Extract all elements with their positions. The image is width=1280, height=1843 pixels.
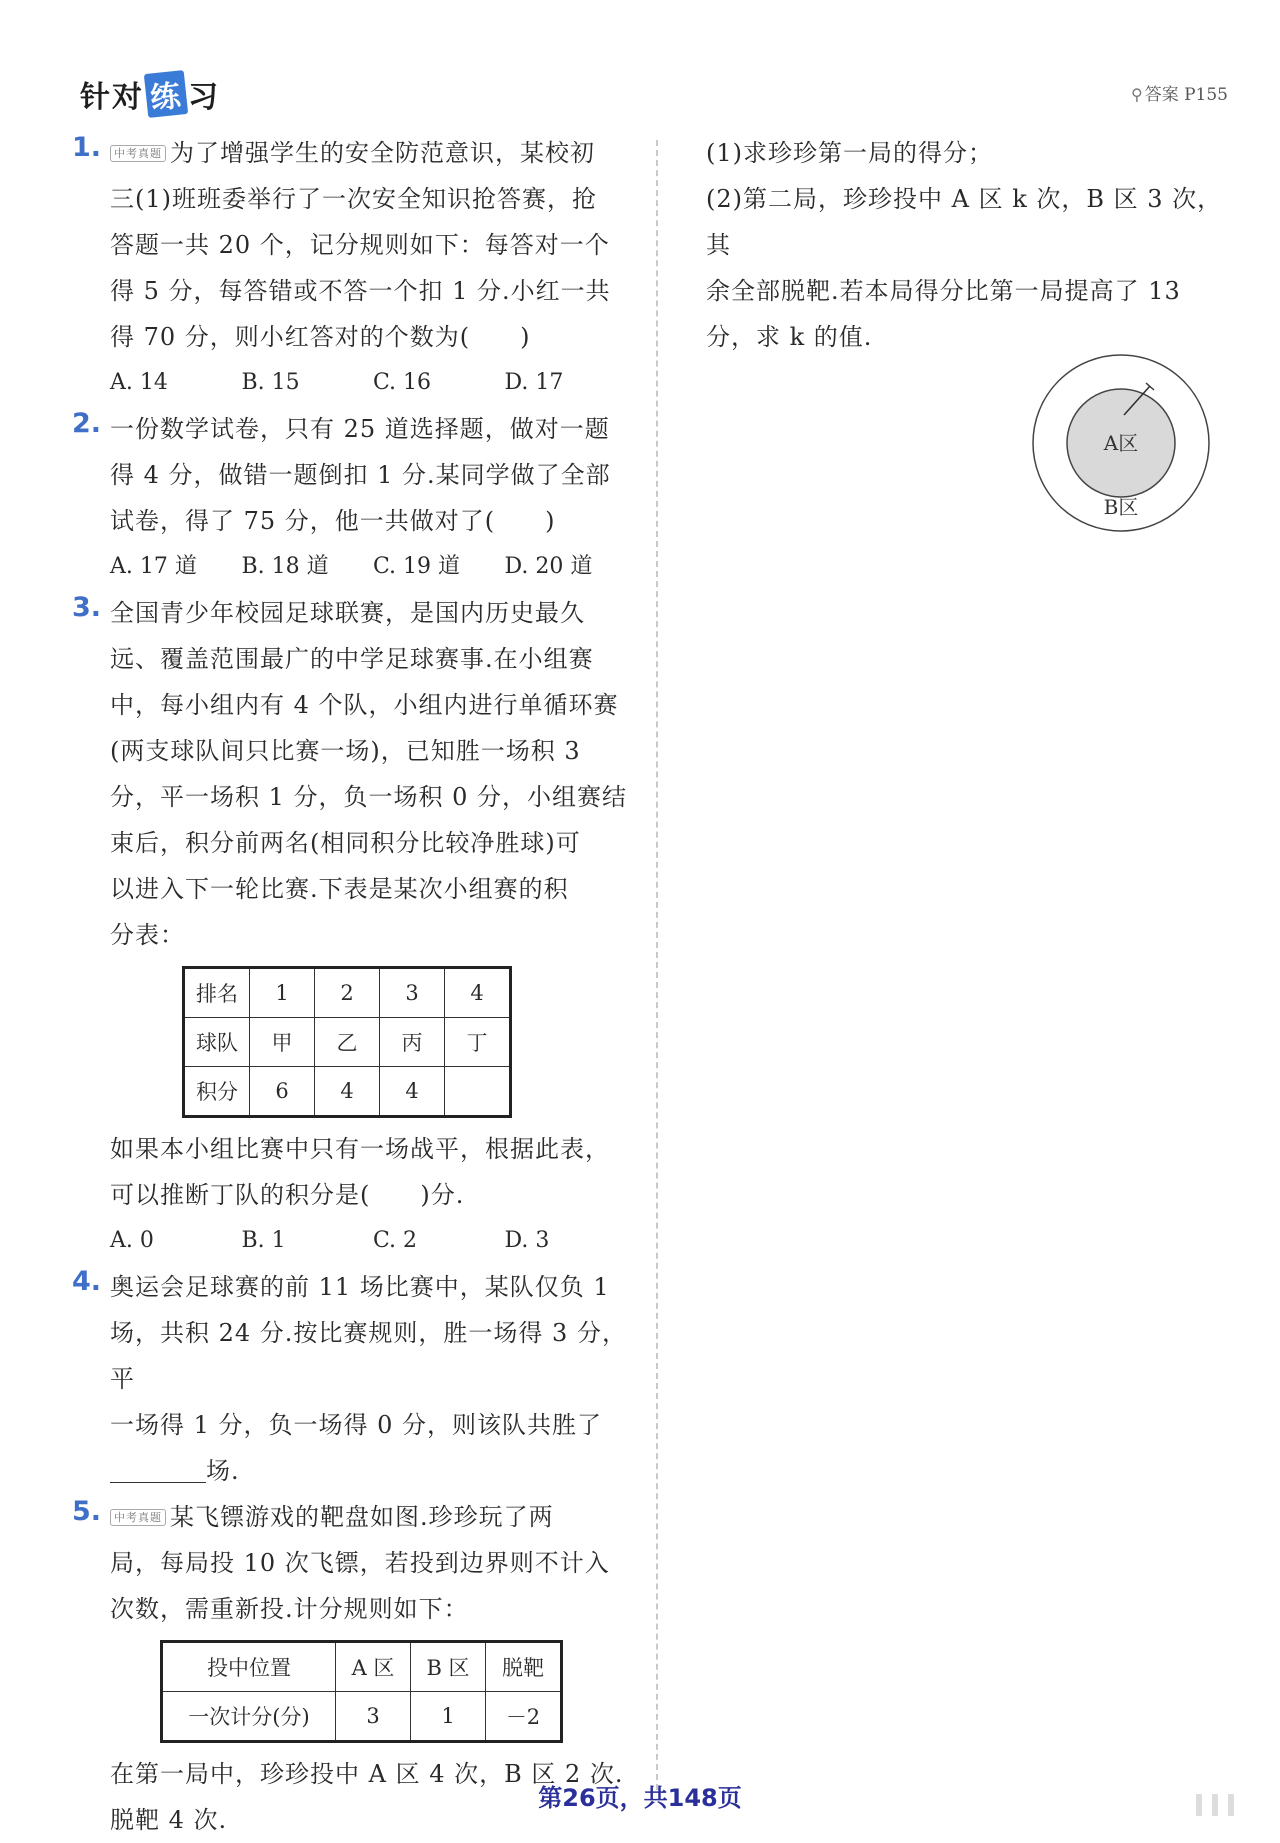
section-title-highlight: 练 [144, 70, 188, 118]
question-number: 5. [72, 1496, 102, 1527]
question-line: 中考真题 为了增强学生的安全防范意识，某校初 [76, 130, 636, 176]
question-line: 次数，需重新投.计分规则如下： [110, 1595, 469, 1623]
question-line: 奥运会足球赛的前 11 场比赛中，某队仅负 1 [110, 1273, 610, 1301]
table-cell: 3 [336, 1692, 411, 1742]
question-line: 在第一局中，珍珍投中 A 区 4 次，B 区 2 次. [110, 1760, 624, 1788]
exam-tag: 中考真题 [110, 145, 166, 162]
section-title-part1: 针对 [80, 80, 144, 115]
bar [1212, 1794, 1218, 1816]
question-1 [72, 130, 636, 406]
answer-reference-text: 答案 P155 [1144, 85, 1228, 105]
table-header-cell: 投中位置 [162, 1642, 336, 1692]
table-cell: 4 [315, 1067, 380, 1117]
question-line: 全国青少年校园足球联赛，是国内历史最久 [110, 599, 585, 627]
section-title-part2: 习 [188, 80, 220, 115]
question-line: 如果本小组比赛中只有一场战平，根据此表， [110, 1135, 610, 1163]
choice-a[interactable]: A. 0 [110, 1228, 154, 1253]
answer-blank[interactable] [110, 1452, 206, 1483]
question-line: (1)求珍珍第一局的得分； [706, 139, 993, 167]
table-row [162, 1692, 562, 1742]
question-line: 答题一共 20 个，记分规则如下：每答对一个 [110, 231, 610, 259]
answer-reference [1131, 80, 1228, 105]
table-cell: 丙 [380, 1018, 445, 1067]
choice-d[interactable]: D. 17 [504, 370, 564, 395]
question-line: 分，平一场积 1 分，负一场积 0 分，小组赛结 [110, 783, 628, 811]
question-line: 分表： [110, 921, 185, 949]
choice-d[interactable]: D. 20 道 [504, 554, 593, 579]
table-cell: 4 [380, 1067, 445, 1117]
question-line: 脱靶 4 次. [110, 1806, 228, 1834]
question-line: (2)第二局，珍珍投中 A 区 k 次，B 区 3 次，其 [706, 185, 1223, 259]
question-line: 束后，积分前两名(相同积分比较净胜球)可 [110, 829, 581, 857]
scroll-indicator [1196, 1794, 1234, 1816]
left-column [72, 130, 636, 1843]
question-line: 场. [76, 1448, 636, 1494]
question-line: 试卷，得了 75 分，他一共做对了( ) [110, 507, 556, 535]
choice-b[interactable]: B. 1 [241, 1228, 286, 1253]
table-row [184, 968, 511, 1018]
choice-a[interactable]: A. 14 [110, 370, 168, 395]
table-row [162, 1642, 562, 1692]
question-4 [72, 1264, 636, 1494]
question-line: 一场得 1 分，负一场得 0 分，则该队共胜了 [110, 1411, 603, 1439]
page-indicator: 第26页，共148页 [538, 1784, 742, 1812]
question-line: 得 4 分，做错一题倒扣 1 分.某同学做了全部 [110, 461, 611, 489]
question-line: 余全部脱靶.若本局得分比第一局提高了 13 [706, 277, 1181, 305]
question-line: 中考真题 某飞镖游戏的靶盘如图.珍珍玩了两 [76, 1494, 636, 1540]
right-column [706, 130, 1236, 519]
question-line: 以进入下一轮比赛.下表是某次小组赛的积 [110, 875, 569, 903]
choice-d[interactable]: D. 3 [504, 1228, 550, 1253]
question-line: 一份数学试卷，只有 25 道选择题，做对一题 [110, 415, 610, 443]
question-line: 中，每小组内有 4 个队，小组内进行单循环赛 [110, 691, 619, 719]
standings-table [182, 966, 512, 1118]
label-b-zone: B区 [1103, 495, 1139, 519]
table-header-cell: 一次计分(分) [162, 1692, 336, 1742]
table-header-cell: 球队 [184, 1018, 250, 1067]
magnifier-icon: ⚲ [1130, 85, 1143, 104]
choice-b[interactable]: B. 18 道 [241, 554, 329, 579]
table-cell: 2 [315, 968, 380, 1018]
choice-c[interactable]: C. 2 [373, 1228, 418, 1253]
table-row [184, 1018, 511, 1067]
bar [1228, 1794, 1234, 1816]
table-header-cell: 积分 [184, 1067, 250, 1117]
column-divider [656, 140, 658, 1790]
choice-c[interactable]: C. 19 道 [373, 554, 461, 579]
choice-b[interactable]: B. 15 [241, 370, 300, 395]
table-cell: 6 [250, 1067, 315, 1117]
choice-list [76, 544, 636, 590]
table-cell: 甲 [250, 1018, 315, 1067]
table-cell: 3 [380, 968, 445, 1018]
table-cell: 4 [445, 968, 511, 1018]
question-line: (两支球队间只比赛一场)，已知胜一场积 3 [110, 737, 581, 765]
choice-list [76, 360, 636, 406]
table-cell: 脱靶 [486, 1642, 562, 1692]
exam-tag: 中考真题 [110, 1509, 166, 1526]
dartboard-figure [1006, 348, 1236, 548]
scoring-table [160, 1640, 563, 1743]
label-a-zone: A区 [1103, 431, 1139, 455]
question-line: 远、覆盖范围最广的中学足球赛事.在小组赛 [110, 645, 594, 673]
table-cell: 1 [411, 1692, 486, 1742]
section-title [80, 72, 220, 116]
question-number: 2. [72, 408, 102, 439]
question-2 [72, 406, 636, 590]
question-line: 三(1)班班委举行了一次安全知识抢答赛，抢 [110, 185, 597, 213]
table-row [184, 1067, 511, 1117]
question-line: 可以推断丁队的积分是( )分. [110, 1181, 465, 1209]
table-cell: 丁 [445, 1018, 511, 1067]
question-line: 得 70 分，则小红答对的个数为( ) [110, 323, 531, 351]
question-line: 得 5 分，每答错或不答一个扣 1 分.小红一共 [110, 277, 611, 305]
question-number: 4. [72, 1266, 102, 1297]
bar [1196, 1794, 1202, 1816]
question-line: 局，每局投 10 次飞镖，若投到边界则不计入 [110, 1549, 610, 1577]
table-cell [445, 1067, 511, 1117]
choice-c[interactable]: C. 16 [373, 370, 432, 395]
question-line: 场，共积 24 分.按比赛规则，胜一场得 3 分，平 [110, 1319, 627, 1393]
table-cell: 乙 [315, 1018, 380, 1067]
question-number: 3. [72, 592, 102, 623]
question-number: 1. [72, 132, 102, 163]
table-cell: B 区 [411, 1642, 486, 1692]
choice-list [76, 1218, 636, 1264]
table-cell: －2 [486, 1692, 562, 1742]
question-line: 分，求 k 的值. [706, 323, 873, 351]
choice-a[interactable]: A. 17 道 [110, 554, 197, 579]
table-header-cell: 排名 [184, 968, 250, 1018]
table-cell: 1 [250, 968, 315, 1018]
table-cell: A 区 [336, 1642, 411, 1692]
question-3 [72, 590, 636, 1264]
